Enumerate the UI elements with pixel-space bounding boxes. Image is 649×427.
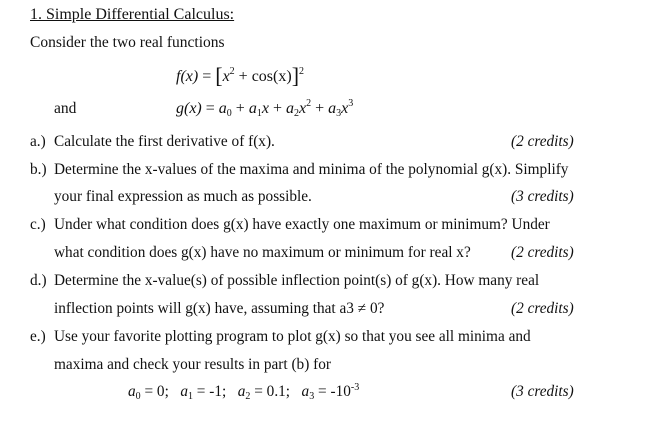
eq-g-a2: a (285, 100, 294, 117)
equation-f (176, 63, 305, 88)
eq-g-a0: a (218, 100, 227, 117)
eq-g-equals: = (205, 100, 215, 117)
item-c-line-1: Under what condition does g(x) have exactly one maximum or minimum? Under (54, 216, 550, 233)
item-a-line-1: Calculate the first derivative of f(x). (54, 133, 275, 150)
param-a3-value: = -10 (314, 383, 351, 400)
eq-g-plus-3: + (315, 100, 325, 117)
item-a-credits: (2 credits) (511, 133, 574, 150)
item-d-line-2: inflection points will g(x) have, assuming that a3 ≠ 0? (54, 300, 385, 317)
eq-f-outer-exponent: 2 (299, 66, 305, 77)
item-c-label: c.) (30, 216, 46, 233)
eq-f-lhs: f(x) (176, 68, 199, 85)
eq-g-a3: a (328, 100, 337, 117)
param-a3-sub: 3 (309, 391, 315, 402)
item-a-label: a.) (30, 133, 46, 150)
param-a3-exponent: -3 (350, 382, 360, 393)
eq-g-a1: a (248, 100, 257, 117)
item-b-line-2: your final expression as much as possible. (54, 188, 312, 205)
param-a0-sub: 0 (135, 391, 141, 402)
item-d-credits: (2 credits) (511, 300, 574, 317)
eq-g-plus-2: + (272, 100, 282, 117)
item-e-credits: (3 credits) (511, 383, 574, 400)
eq-g-a1-sub: 1 (256, 108, 262, 119)
param-a0: a (128, 383, 136, 400)
item-c-credits: (2 credits) (511, 244, 574, 261)
item-e-label: e.) (30, 328, 46, 345)
param-a1-value: = -1; (192, 383, 227, 400)
eq-g-a2-sub: 2 (293, 108, 299, 119)
item-e-line-2: maxima and check your results in part (b) for (54, 356, 331, 373)
item-d-line-1: Determine the x-value(s) of possible inflection point(s) of g(x). How many real (54, 272, 540, 289)
equation-g (176, 100, 353, 118)
page-title: 1. Simple Differential Calculus: (30, 6, 235, 23)
parameter-values (128, 383, 359, 401)
eq-f-x-exponent: 2 (229, 66, 235, 77)
intro-text: Consider the two real functions (30, 34, 225, 51)
eq-f-left-bracket: [ (215, 63, 223, 88)
and-label: and (54, 100, 77, 117)
item-b-line-1: Determine the x-values of the maxima and minima of the polynomial g(x). Simplify (54, 161, 569, 178)
param-a0-value: = 0; (140, 383, 169, 400)
eq-f-plus: + (238, 68, 248, 85)
eq-g-plus-1: + (235, 100, 245, 117)
param-a2-sub: 2 (245, 391, 251, 402)
param-a1-sub: 1 (187, 391, 193, 402)
param-a3: a (301, 383, 310, 400)
param-a2: a (237, 383, 246, 400)
eq-f-cos: cos(x) (251, 68, 292, 85)
eq-g-a3-sub: 3 (336, 108, 342, 119)
eq-f-equals: = (202, 68, 212, 85)
eq-g-x3: x (341, 100, 349, 117)
eq-g-x3-exp: 3 (348, 98, 354, 109)
eq-g-a0-sub: 0 (226, 108, 232, 119)
item-b-credits: (3 credits) (511, 188, 574, 205)
item-d-label: d.) (30, 272, 47, 289)
eq-f-x: x (222, 68, 230, 85)
param-a2-value: = 0.1; (250, 383, 291, 400)
eq-g-x2: x (298, 100, 307, 117)
item-e-line-1: Use your favorite plotting program to plot g(x) so that you see all minima and (54, 328, 531, 345)
eq-f-right-bracket: ] (291, 63, 300, 88)
eq-g-lhs: g(x) (176, 100, 202, 117)
eq-g-x1: x (261, 100, 269, 117)
param-a1: a (180, 383, 188, 400)
item-b-label: b.) (30, 161, 47, 178)
item-c-line-2: what condition does g(x) have no maximum or minimum for real x? (54, 244, 471, 261)
eq-g-x2-exp: 2 (306, 98, 312, 109)
